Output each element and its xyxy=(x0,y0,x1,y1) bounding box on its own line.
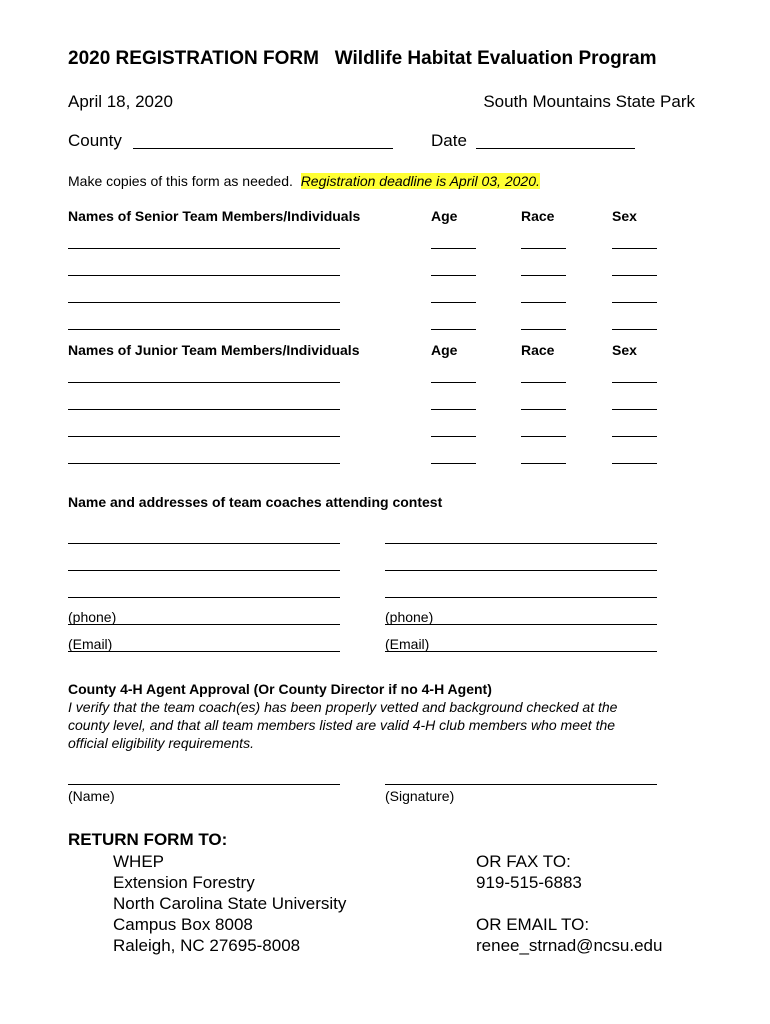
name-label: (Name) xyxy=(68,788,115,804)
signature-label: (Signature) xyxy=(385,788,455,804)
junior-name-field[interactable] xyxy=(68,382,340,383)
address-line: Extension Forestry xyxy=(113,873,255,892)
coach2-address2-field[interactable] xyxy=(385,597,657,598)
senior-name-field[interactable] xyxy=(68,275,340,276)
junior-sex-header: Sex xyxy=(612,342,637,358)
approval-text-line1: I verify that the team coach(es) has been properly vetted and background checked at the xyxy=(68,699,618,715)
coach1-phone-label: (phone) xyxy=(68,609,117,625)
coach1-email-label: (Email) xyxy=(68,636,113,652)
senior-race-header: Race xyxy=(521,208,555,224)
coaches-heading: Name and addresses of team coaches attending contest xyxy=(68,494,443,510)
form-title xyxy=(68,48,657,70)
junior-name-field[interactable] xyxy=(68,436,340,437)
coach2-name-field[interactable] xyxy=(385,543,657,544)
fax-label: OR FAX TO: xyxy=(476,852,571,871)
coach2-email-label: (Email) xyxy=(385,636,430,652)
return-alternatives xyxy=(476,851,662,956)
junior-race-header: Race xyxy=(521,342,555,358)
email-address[interactable]: renee_strnad@ncsu.edu xyxy=(476,936,663,955)
junior-sex-field[interactable] xyxy=(612,409,657,410)
approval-heading: County 4-H Agent Approval (Or County Director if no 4-H Agent) xyxy=(68,681,492,697)
junior-age-field[interactable] xyxy=(431,409,476,410)
senior-sex-field[interactable] xyxy=(612,248,657,249)
senior-sex-header: Sex xyxy=(612,208,637,224)
junior-race-field[interactable] xyxy=(521,382,566,383)
instructions xyxy=(68,173,540,189)
junior-sex-field[interactable] xyxy=(612,382,657,383)
senior-race-field[interactable] xyxy=(521,248,566,249)
email-label: OR EMAIL TO: xyxy=(476,915,590,934)
senior-age-header: Age xyxy=(431,208,458,224)
senior-race-field[interactable] xyxy=(521,329,566,330)
junior-heading: Names of Junior Team Members/Individuals xyxy=(68,342,360,358)
address-line: North Carolina State University xyxy=(113,894,347,913)
senior-sex-field[interactable] xyxy=(612,275,657,276)
agent-name-field[interactable] xyxy=(68,784,340,785)
event-location: South Mountains State Park xyxy=(483,92,695,111)
junior-age-field[interactable] xyxy=(431,382,476,383)
coach1-email-field[interactable] xyxy=(68,651,340,652)
county-label: County xyxy=(68,131,122,150)
junior-race-field[interactable] xyxy=(521,409,566,410)
senior-name-field[interactable] xyxy=(68,248,340,249)
senior-sex-field[interactable] xyxy=(612,329,657,330)
coach2-phone-field[interactable] xyxy=(385,624,657,625)
coach1-address2-field[interactable] xyxy=(68,597,340,598)
spacer xyxy=(476,893,662,914)
county-field[interactable] xyxy=(133,148,393,149)
date-field[interactable] xyxy=(476,148,635,149)
address-line: WHEP xyxy=(113,852,164,871)
coach2-email-field[interactable] xyxy=(385,651,657,652)
senior-name-field[interactable] xyxy=(68,302,340,303)
senior-age-field[interactable] xyxy=(431,248,476,249)
junior-name-field[interactable] xyxy=(68,463,340,464)
coach2-address-field[interactable] xyxy=(385,570,657,571)
event-date: April 18, 2020 xyxy=(68,92,173,111)
senior-heading: Names of Senior Team Members/Individuals xyxy=(68,208,361,224)
copies-note: Make copies of this form as needed. xyxy=(68,173,293,189)
junior-race-field[interactable] xyxy=(521,436,566,437)
junior-sex-field[interactable] xyxy=(612,436,657,437)
address-line: Campus Box 8008 xyxy=(113,915,253,934)
senior-race-field[interactable] xyxy=(521,275,566,276)
deadline-note: Registration deadline is April 03, 2020. xyxy=(300,173,540,189)
junior-age-field[interactable] xyxy=(431,463,476,464)
senior-age-field[interactable] xyxy=(431,275,476,276)
senior-age-field[interactable] xyxy=(431,329,476,330)
junior-name-field[interactable] xyxy=(68,409,340,410)
coach1-address-field[interactable] xyxy=(68,570,340,571)
junior-race-field[interactable] xyxy=(521,463,566,464)
junior-age-header: Age xyxy=(431,342,458,358)
address-line: Raleigh, NC 27695-8008 xyxy=(113,936,301,955)
coach1-phone-field[interactable] xyxy=(68,624,340,625)
senior-sex-field[interactable] xyxy=(612,302,657,303)
coach1-name-field[interactable] xyxy=(68,543,340,544)
agent-signature-field[interactable] xyxy=(385,784,657,785)
return-address xyxy=(113,851,346,956)
senior-race-field[interactable] xyxy=(521,302,566,303)
fax-number: 919-515-6883 xyxy=(476,873,582,892)
senior-name-field[interactable] xyxy=(68,329,340,330)
date-label: Date xyxy=(431,131,467,150)
coach2-phone-label: (phone) xyxy=(385,609,434,625)
approval-text-line2: county level, and that all team members listed are valid 4-H club members who meet the xyxy=(68,717,616,733)
junior-sex-field[interactable] xyxy=(612,463,657,464)
form-title-left: 2020 REGISTRATION FORM xyxy=(68,48,319,69)
approval-text-line3: official eligibility requirements. xyxy=(68,735,254,751)
return-heading: RETURN FORM TO: xyxy=(68,830,228,849)
junior-age-field[interactable] xyxy=(431,436,476,437)
senior-age-field[interactable] xyxy=(431,302,476,303)
form-title-right: Wildlife Habitat Evaluation Program xyxy=(334,48,657,69)
